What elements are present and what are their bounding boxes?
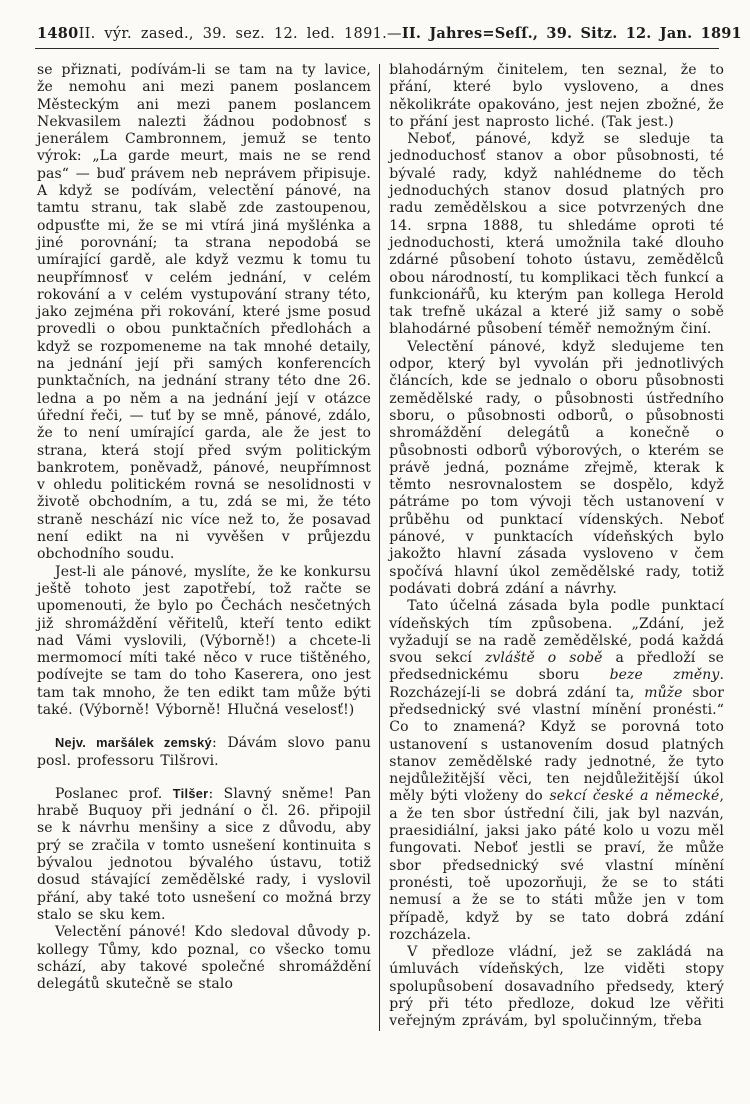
left-column <box>37 62 379 1031</box>
body-text: V předloze vládní, jež se zakládá na úmluvách vídeňských, lze viděti stopy spolupůsobení dosavadního předsedy, který prý při této předloze, dokud lze věřiti veřejným zprávám, byl spolučinným, třeba <box>389 944 724 1030</box>
speaker-name: Tilšer <box>172 785 209 801</box>
emphasis-text: může <box>644 684 683 701</box>
paragraph <box>389 62 724 131</box>
paragraph <box>389 944 724 1030</box>
paragraph <box>389 131 724 339</box>
body-text: , a že ten sbor ústřední čili, jak byl nazván, praesidiální, jaksi jako páté kolo u vozu měl fungovati. Neboť jestli se praví, že může sbor předsednický své vlastní mínění pronésti, toě upozorňuji, že se to státi nemusí a že se to státi může jen v tom případě, když by se tato dobrá zdání rozcházela. <box>389 788 725 943</box>
body-text: Velectění pánové! Kdo sledoval důvody p. kollegy Tůmy, kdo poznal, co všecko tomu schází, aby takové společné shromáždění delegátů skutečně se stalo <box>37 924 371 993</box>
body-text: . Rozcházejí-li se dobrá zdání ta, <box>389 667 724 701</box>
body-text: Velectění pánové, když sledujeme ten odpor, který byl vyvolán při jednotlivých článcích, kde se jednalo o oboru působnosti zemědělské rady, o působnosti ústředního sboru, o působnosti odborů, o působnosti shromáždění delegátů a konečně o působnosti odborů výborových, o kterém se právě jedná, poznáme zřejmě, kterak k těmto nesrovnalostem se dospělo, když pátráme po tom vývoji těch ustanovení v průběhu od punktací vídenských. Neboť pánové, v punktacích vídeňských bylo jakožto hlavní zásada vysloveno v čem spočívá hlavní úkol zemědělské rady, totiž podávati dobrá zdání a návrhy. <box>389 338 724 597</box>
body-text: sbor předsednický své vlastní mínění pronésti.“ Co to znamená? Když se porovná toto ustanovení s ustanovením dosud platných stanov zemědělské rady jednotné, že tyto nejdůležitější věci, ten nejdůležitější úkol měly býti vloženy do <box>389 684 724 805</box>
body-text: Jest-li ale pánové, myslíte, že ke konkursu ještě tohoto jest zapotřebí, tož račte se upomenouti, že bylo po Čechách nesčetných již shromáždění věřitelů, kteří tento edikt nad Vámi vyslovili, (Výborně!) a chcete-li mermomocí míti také něco v ruce tištěného, podívejte se tam do toho Kaserera, ono jest tam tak mnoho, že ten edikt tam může býti také. (Výborně! Výborně! Hlučná veselosť!) <box>37 563 371 718</box>
paragraph <box>37 734 371 770</box>
running-header <box>37 25 742 42</box>
header-czech-session: II. výr. zased., 39. sez. 12. led. 1891. <box>78 26 388 42</box>
right-column <box>380 62 724 1031</box>
body-text: : Slavný sněme! Pan hrabě Buquoy při jednání o čl. 26. připojil se k návrhu menšiny a sice z důvodu, aby prý se zračila v tomto usnešení kontinuita s bývalou jednotou bývalého ústavu, totiž dosud stávající zemědělské rady, i vyslovil přání, aby také toto usnešení co možná brzy stalo se sku kem. <box>37 785 371 923</box>
emphasis-text: beze změny <box>609 667 720 684</box>
page-number: 1480 <box>37 25 79 42</box>
emphasis-text: sekcí české a německé <box>549 788 720 805</box>
body-text: a předloží se předsednickému sboru <box>389 650 725 684</box>
body-text: se přiznati, podívám-li se tam na ty lavice, že nemohu ani mezi panem poslancem Městeckým ani mezi panem poslancem Nekvasilem nalezti žádnou podobnosť s jenerálem Cambronnem, jemuž se tento výrok: „La garde meurt, mais ne se rend pas“ — buď právem neb neprávem připisuje. A když se podívám, velectění pánové, na tamtu stranu, tak slabě zde zastoupenou, odpusťte mi, že se mi vtírá jiná myšlénka a jiné porovnání; ta strana nepodobá se umírající gardě, ale když vezmu k tomu tu neupřímnosť v celém jednání, v celém rokování a v celém vystupování strany této, jako zejména při rokování, které jsme posud provedli o obou punktačních předlohách a když se rozpomeneme na tak mnohé detaily, na jednání její při samých konferencích punktačních, na jednání strany této dne 26. ledna a po něm a na jednání její v otázce úřední řeči, — tuť by se mně, pánové, zdálo, že to není umírající garda, ale že jest to strana, která stojí před svým politickým bankrotem, poněvadž, pánové, neupřímnost v ohledu politickém rovná se nesolidnosti v životě obchodním, a tu, zdá se mi, že této straně neschází nic více než to, že posavad není edikt na ni vyvěšen v průjezdu obchodního soudu. <box>37 62 371 563</box>
header-german-session: II. Jahres=Seſſ., 39. Sitz. 12. Jan. 1891 <box>401 25 742 42</box>
paragraph <box>389 598 724 944</box>
header-rule <box>35 48 719 49</box>
paragraph <box>37 62 371 564</box>
text-content <box>37 62 724 1031</box>
header-dash: — <box>387 26 402 42</box>
emphasis-text: zvláště o sobě <box>484 650 603 667</box>
speaker-name: Nejv. maršálek zemský <box>55 735 212 751</box>
body-text: Tato účelná zásada byla podle punktací vídeňských tím způsobena. „Zdání, jež vyžadují se na radě zemědělské, podá každá svou sekcí <box>389 598 724 667</box>
body-text: blahodárným činitelem, ten seznal, že to přání, které bylo vysloveno, a dnes několikráte opakováno, jest nejen zbožné, že to přání jest naprosto liché. (Tak jest.) <box>389 62 724 130</box>
paragraph <box>37 785 371 924</box>
body-text: Neboť, pánové, když se sleduje ta jednoduchosť stanov a obor působnosti, té bývalé rady, když nahlédneme do těch jednoduchých stanov dosud platných pro radu zemědělskou a sice potvrzených dne 14. srpna 1888, tu shledáme oproti té jednoduchosti, která umožnila také dlouho zdárné působení tohoto ústavu, zemědělců obou národností, tu komplikaci těch funkcí a funkcionářů, ku kterým pan kollega Herold tak trefně ukázal a které již samy o sobě blahodárné působení téměř nemožným činí. <box>389 131 724 338</box>
paragraph <box>37 924 371 993</box>
paragraph <box>389 339 724 598</box>
paragraph <box>37 564 371 720</box>
body-text: : Dávám slovo panu posl. professoru Tilšrovi. <box>37 735 371 769</box>
body-text: Poslanec prof. <box>55 785 173 802</box>
